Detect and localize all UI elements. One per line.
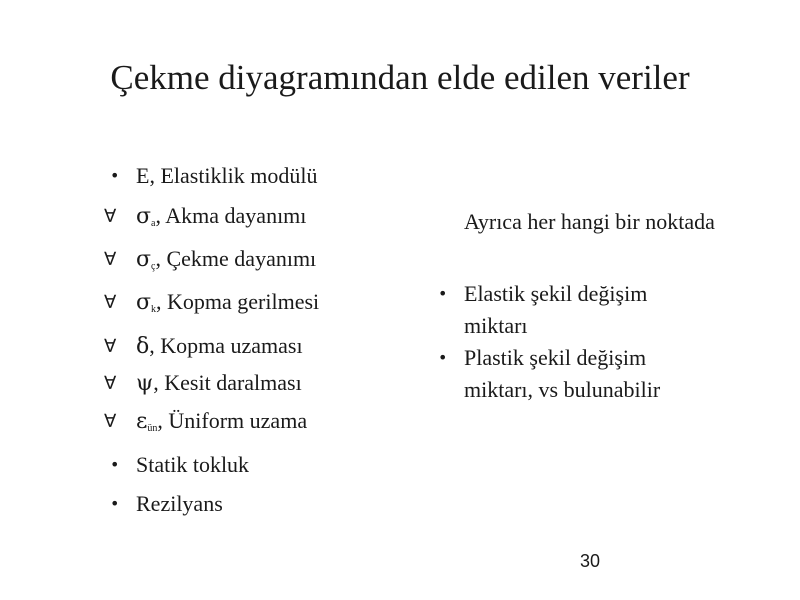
slide-title: Çekme diyagramından elde edilen veriler xyxy=(110,58,690,97)
bullet-marker: • xyxy=(438,348,448,367)
forall-marker: ∀ xyxy=(104,336,117,357)
right-intro-text: Ayrıca her hangi bir noktada xyxy=(464,209,715,234)
item-label: , Kopma gerilmesi xyxy=(156,289,320,314)
list-item xyxy=(436,278,714,342)
bullet-marker: • xyxy=(438,284,448,303)
psi-symbol: ψ xyxy=(136,371,154,396)
item-label: , Üniform uzama xyxy=(157,408,308,433)
item-label: Rezilyans xyxy=(136,491,223,516)
forall-marker: ∀ xyxy=(104,249,117,270)
item-label: Plastik şekil değişim miktarı, vs bulunabilir xyxy=(464,345,661,402)
forall-marker: ∀ xyxy=(104,292,117,313)
item-subscript: k xyxy=(151,304,157,315)
item-label: , Kesit daralması xyxy=(153,370,302,395)
sigma-symbol: σ xyxy=(136,247,152,272)
item-label: Elastik şekil değişim miktarı xyxy=(464,281,648,338)
forall-marker: ∀ xyxy=(104,206,117,227)
right-bullet-list xyxy=(436,278,736,406)
item-subscript: ün xyxy=(147,423,158,434)
item-label: Statik tokluk xyxy=(136,452,250,477)
sigma-symbol: σ xyxy=(136,290,152,315)
item-label: , Akma dayanımı xyxy=(155,203,307,228)
item-subscript: a xyxy=(151,218,156,229)
item-label: , Kopma uzaması xyxy=(149,333,303,358)
item-label: , Çekme dayanımı xyxy=(155,246,317,271)
delta-symbol: δ xyxy=(136,334,150,359)
bullet-marker: • xyxy=(110,455,120,474)
epsilon-symbol: ε xyxy=(136,409,148,434)
list-item xyxy=(436,342,714,406)
bullet-marker: • xyxy=(110,166,120,185)
item-subscript: ç xyxy=(151,261,156,272)
page-number: 30 xyxy=(579,551,601,571)
sigma-symbol: σ xyxy=(136,204,152,229)
bullet-marker: • xyxy=(110,494,120,513)
item-label: E, Elastiklik modülü xyxy=(136,163,318,188)
forall-marker: ∀ xyxy=(104,373,117,394)
forall-marker: ∀ xyxy=(104,411,117,432)
